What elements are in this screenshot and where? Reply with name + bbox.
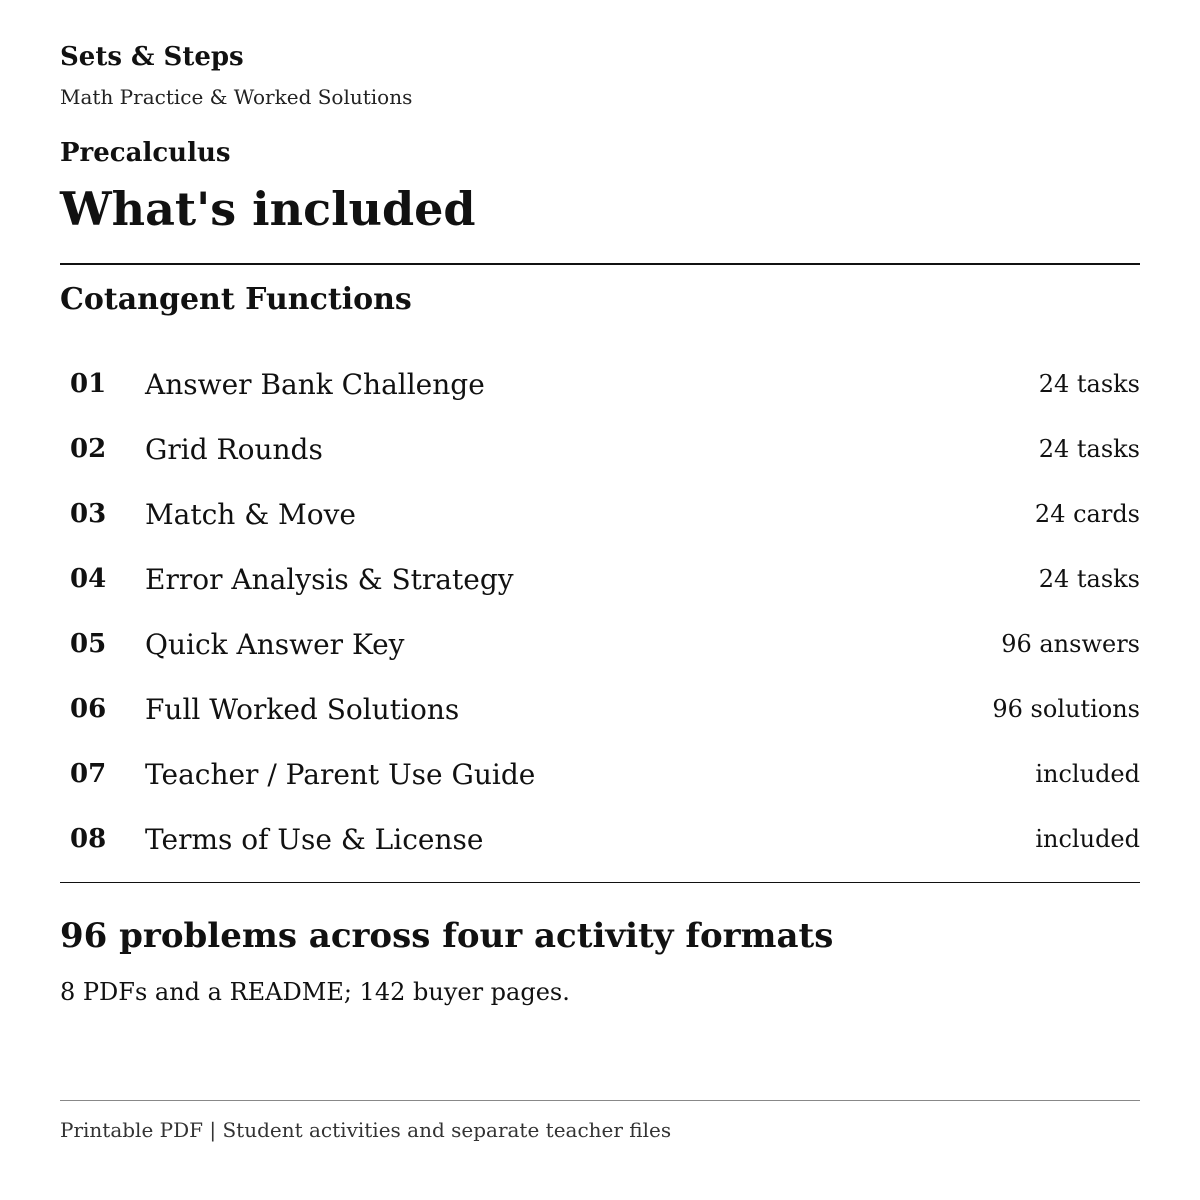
item-count: 24 tasks [1038, 565, 1140, 593]
page-title: What's included [60, 182, 476, 236]
item-number: 06 [70, 694, 107, 724]
item-number: 08 [70, 824, 107, 854]
item-name: Quick Answer Key [145, 628, 405, 661]
item-number: 05 [70, 629, 107, 659]
brand-name: Sets & Steps [60, 42, 244, 72]
item-name: Full Worked Solutions [145, 693, 460, 726]
list-item [60, 548, 1140, 613]
item-number: 04 [70, 564, 107, 594]
item-name: Teacher / Parent Use Guide [145, 758, 536, 791]
summary-title: 96 problems across four activity formats [60, 916, 834, 956]
list-item [60, 743, 1140, 808]
item-count: included [1035, 760, 1140, 788]
item-count: included [1035, 825, 1140, 853]
list-item [60, 418, 1140, 483]
item-name: Terms of Use & License [145, 823, 484, 856]
contents-list [60, 353, 1140, 873]
summary-text: 8 PDFs and a README; 142 buyer pages. [60, 978, 570, 1006]
item-count: 24 tasks [1038, 435, 1140, 463]
footer-text: Printable PDF | Student activities and separate teacher files [60, 1118, 672, 1142]
list-item [60, 353, 1140, 418]
subject-label: Precalculus [60, 138, 231, 168]
item-number: 07 [70, 759, 107, 789]
footer-divider [60, 1100, 1140, 1101]
item-name: Answer Bank Challenge [145, 368, 485, 401]
item-count: 96 answers [1001, 630, 1140, 658]
list-item [60, 483, 1140, 548]
list-divider [60, 882, 1140, 883]
list-item [60, 678, 1140, 743]
item-count: 24 tasks [1038, 370, 1140, 398]
list-item [60, 613, 1140, 678]
brand-tagline: Math Practice & Worked Solutions [60, 85, 413, 109]
section-title: Cotangent Functions [60, 282, 412, 317]
item-count: 24 cards [1034, 500, 1140, 528]
item-number: 02 [70, 434, 107, 464]
item-name: Match & Move [145, 498, 356, 531]
item-count: 96 solutions [992, 695, 1140, 723]
item-name: Error Analysis & Strategy [145, 563, 514, 596]
item-name: Grid Rounds [145, 433, 323, 466]
item-number: 03 [70, 499, 107, 529]
header-divider [60, 263, 1140, 265]
list-item [60, 808, 1140, 873]
item-number: 01 [70, 369, 107, 399]
